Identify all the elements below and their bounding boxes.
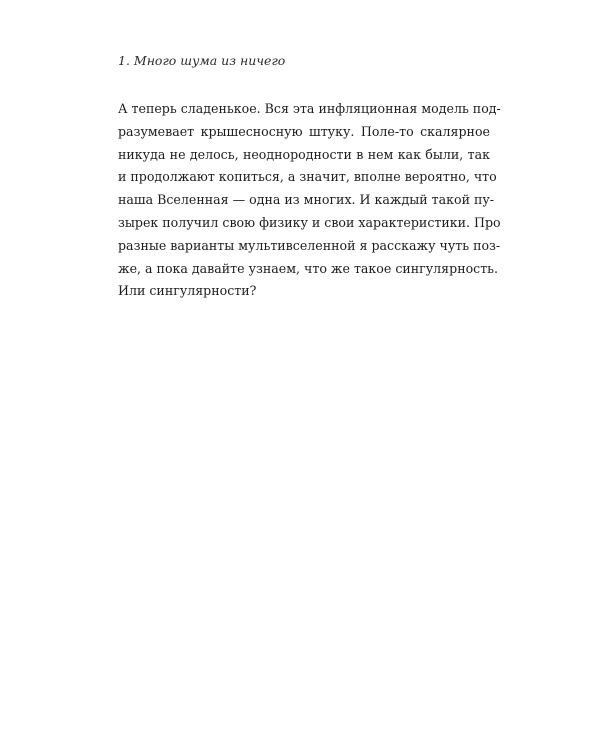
text-line: и продолжают копиться, а значит, вполне вероятно, что [118,169,497,185]
running-header: 1. Много шума из ничего [118,53,286,68]
text-line: А теперь сладенькое. Вся эта инфляционная модель под- [118,101,501,116]
text-line: зырек получил свою физику и свои характеристики. Про [118,214,501,230]
text-line: наша Вселенная — одна из многих. И каждый такой пу- [118,192,495,208]
text-line: Или сингулярности? [118,283,257,299]
text-line: разные варианты мультивселенной я расскажу чуть поз- [118,237,501,253]
text-line: никуда не делось, неоднородности в нем как были, так [118,146,490,162]
body-paragraph [118,98,501,303]
text-line: же, а пока давайте узнаем, что же такое сингулярность. [118,260,499,276]
text-line: разумевает крышесносную штуку. Поле-то скалярное [118,123,490,139]
